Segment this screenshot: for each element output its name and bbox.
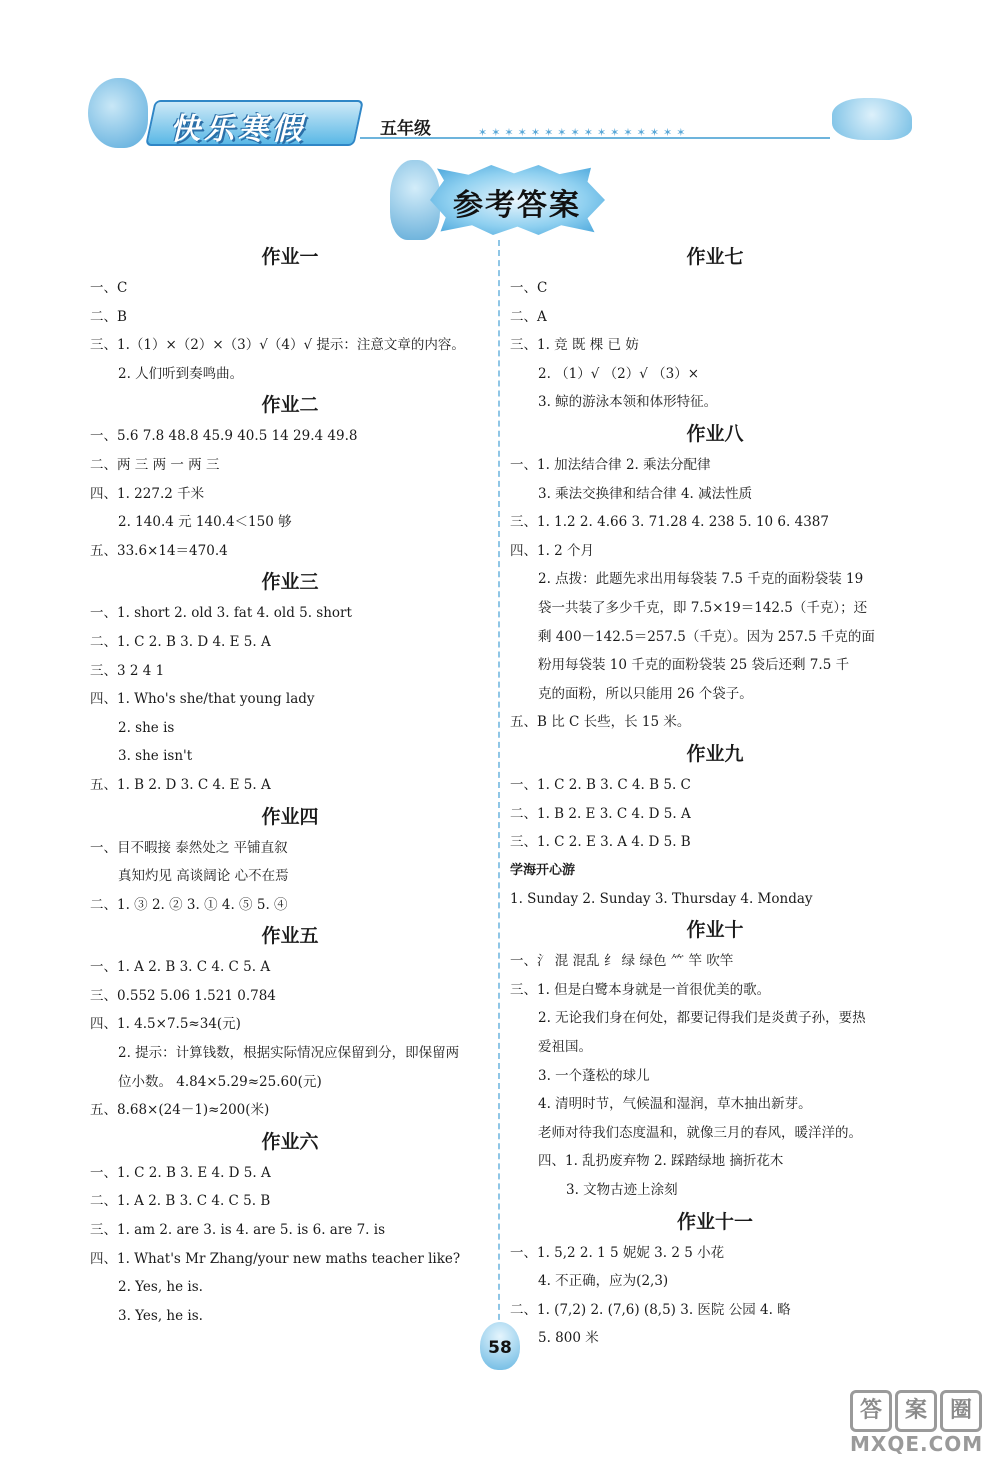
answer-line: 二、A: [510, 308, 547, 325]
watermark-url: MXQE.COM: [850, 1432, 984, 1456]
cloud-decoration-icon: [832, 98, 912, 140]
answer-line: 四、1. 4.5×7.5≈34(元): [90, 1016, 241, 1033]
answer-line: 4. 不正确，应为(2,3): [538, 1273, 669, 1290]
answer-line: 1. Sunday 2. Sunday 3. Thursday 4. Monday: [510, 890, 813, 907]
answer-section: [90, 919, 490, 1125]
section-title: 作业六: [261, 1130, 319, 1153]
banner-title: 快乐寒假: [170, 112, 306, 147]
answer-line: 3. 一个蓬松的球儿: [538, 1067, 650, 1084]
answer-section: [510, 240, 920, 417]
answer-line: 二、1. A 2. B 3. C 4. C 5. B: [90, 1193, 271, 1210]
answer-line: 剩 400－142.5＝257.5（千克）。因为 257.5 千克的面: [538, 628, 875, 645]
answer-line: 五、1. B 2. D 3. C 4. E 5. A: [90, 776, 271, 793]
answer-line: 四、1. Who's she/that young lady: [90, 691, 315, 708]
cartoon-mascot-icon: [88, 78, 148, 148]
answer-line: 3. 乘法交换律和结合律 4. 减法性质: [538, 485, 753, 502]
answer-line: 2. 140.4 元 140.4＜150 够: [118, 514, 292, 531]
answer-line: 粉用每袋装 10 千克的面粉袋装 25 袋后还剩 7.5 千: [538, 657, 850, 674]
answer-line: 一、1. C 2. B 3. E 4. D 5. A: [90, 1164, 271, 1181]
answer-line: 二、1. C 2. B 3. D 4. E 5. A: [90, 633, 271, 650]
answer-section: [510, 737, 920, 913]
answer-line: 2. she is: [118, 719, 175, 736]
answer-line: 一、1. A 2. B 3. C 4. C 5. A: [90, 959, 271, 976]
answer-line: 四、1. 2 个月: [510, 542, 595, 559]
column-divider: [498, 240, 500, 1350]
answer-line: 2. 无论我们身在何处，都要记得我们是炎黄子孙，要热: [538, 1010, 866, 1027]
page-number: 58: [488, 1338, 512, 1358]
section-title: 作业五: [261, 925, 319, 948]
answer-section: [510, 417, 920, 737]
answer-line: 5. 800 米: [538, 1330, 599, 1347]
answer-line: 克的面粉，所以只能用 26 个袋子。: [538, 685, 753, 702]
right-column: [510, 240, 920, 1353]
answer-line: 4. 清明时节，气候温和湿润，草木抽出新芽。: [538, 1096, 812, 1113]
section-title: 作业三: [261, 571, 319, 594]
watermark: [850, 1390, 990, 1470]
answer-line: 一、氵 混 混乱 纟 绿 绿色 ⺮ 竿 吹竿: [510, 953, 734, 970]
answer-line: 五、8.68×(24－1)≈200(米): [90, 1102, 270, 1119]
answer-line: 三、0.552 5.06 1.521 0.784: [90, 987, 276, 1004]
answer-line: 三、1. 竞 既 棵 已 妨: [510, 337, 639, 354]
answer-line: 一、C: [90, 280, 128, 296]
answer-section: [90, 388, 490, 565]
answer-line: 一、1. 5,2 2. 1 5 妮妮 3. 2 5 小花: [510, 1244, 725, 1261]
answer-line: 袋一共装了多少千克，即 7.5×19＝142.5（千克）；还: [538, 599, 868, 616]
answer-line: 真知灼见 高谈阔论 心不在焉: [118, 868, 289, 885]
answer-line: 2. 点拨：此题先求出用每袋装 7.5 千克的面粉袋装 19: [538, 571, 864, 588]
answer-line: 三、1. C 2. E 3. A 4. D 5. B: [510, 834, 691, 851]
answer-line: 位小数。 4.84×5.29≈25.60(元): [118, 1073, 322, 1090]
watermark-char: 答: [850, 1390, 892, 1432]
answer-line: 一、目不暇接 泰然处之 平铺直叙: [90, 839, 288, 856]
section-title: 作业二: [261, 394, 319, 417]
page-number-badge: [480, 1322, 520, 1370]
answer-line: 五、33.6×14＝470.4: [90, 542, 228, 559]
answer-line: 一、1. short 2. old 3. fat 4. old 5. short: [90, 605, 352, 622]
answer-line: 三、1.（1）×（2）×（3）√（4）√ 提示：注意文章的内容。: [90, 337, 465, 354]
answer-line: 三、1. 但是白鹭本身就是一首很优美的歌。: [510, 981, 771, 998]
section-title: 作业七: [686, 246, 744, 268]
left-column: [90, 240, 490, 1330]
answer-line: 一、1. 加法结合律 2. 乘法分配律: [510, 456, 711, 473]
section-title: 作业八: [686, 422, 744, 445]
answer-section: [90, 565, 490, 799]
answer-line: 四、1. 乱扔废弃物 2. 踩踏绿地 摘折花木: [538, 1153, 784, 1170]
section-title: 作业十: [686, 919, 744, 942]
answer-line: 四、1. What's Mr Zhang/your new maths teacher like?: [90, 1250, 461, 1267]
answer-line: 3. Yes, he is.: [118, 1307, 203, 1324]
answer-section: [90, 1125, 490, 1331]
answer-line: 三、3 2 4 1: [90, 662, 165, 679]
answer-section: [90, 800, 490, 920]
answer-line: 一、C: [510, 280, 548, 296]
answer-section: [90, 240, 490, 388]
section-title: 作业一: [261, 246, 319, 268]
page-title: 参考答案: [453, 188, 581, 223]
answer-line: 一、1. C 2. B 3. C 4. B 5. C: [510, 776, 691, 793]
watermark-char: 案: [895, 1390, 937, 1432]
answer-section: [510, 1205, 920, 1353]
answer-line: 老师对待我们态度温和，就像三月的春风，暖洋洋的。: [538, 1124, 862, 1141]
section-title: 作业四: [261, 805, 319, 828]
section-title: 作业九: [686, 742, 744, 765]
star-decoration: ✶✶✶✶✶✶✶✶✶✶✶✶✶✶✶✶: [478, 126, 690, 139]
answer-line: 二、1. ③ 2. ② 3. ① 4. ⑤ 5. ④: [90, 896, 288, 913]
answer-line: 二、B: [90, 308, 127, 325]
answer-line: 二、1. (7,2) 2. (7,6) (8,5) 3. 医院 公园 4. 略: [510, 1301, 791, 1318]
answer-line: 一、5.6 7.8 48.8 45.9 40.5 14 29.4 49.8: [90, 428, 358, 445]
subsection-title: 学海开心游: [510, 862, 576, 878]
page-header: [0, 0, 1000, 245]
answer-line: 2. 人们听到奏鸣曲。: [118, 365, 244, 382]
grade-label: 五年级: [380, 119, 431, 139]
answer-line: 2. Yes, he is.: [118, 1279, 203, 1296]
section-title: 作业十一: [676, 1210, 753, 1233]
answer-line: 二、两 三 两 一 两 三: [90, 456, 220, 473]
answer-line: 3. 鲸的游泳本领和体形特征。: [538, 394, 718, 411]
answer-line: 2. （1）√ （2）√ （3）×: [538, 365, 700, 382]
answer-line: 四、1. 227.2 千米: [90, 485, 205, 502]
answer-line: 3. she isn't: [118, 748, 193, 765]
answer-section: [510, 913, 920, 1204]
answer-line: 爱祖国。: [538, 1039, 592, 1056]
answer-line: 二、1. B 2. E 3. C 4. D 5. A: [510, 805, 691, 822]
answer-line: 2. 提示：计算钱数，根据实际情况应保留到分，即保留两: [118, 1045, 460, 1062]
answer-line: 三、1. 1.2 2. 4.66 3. 71.28 4. 238 5. 10 6. 4387: [510, 514, 829, 531]
answer-line: 3. 文物古迹上涂刻: [566, 1182, 678, 1199]
answer-line: 三、1. am 2. are 3. is 4. are 5. is 6. are 7. is: [90, 1222, 386, 1239]
answer-line: 五、B 比 C 长些，长 15 米。: [510, 714, 691, 731]
watermark-char: 圈: [940, 1390, 982, 1432]
